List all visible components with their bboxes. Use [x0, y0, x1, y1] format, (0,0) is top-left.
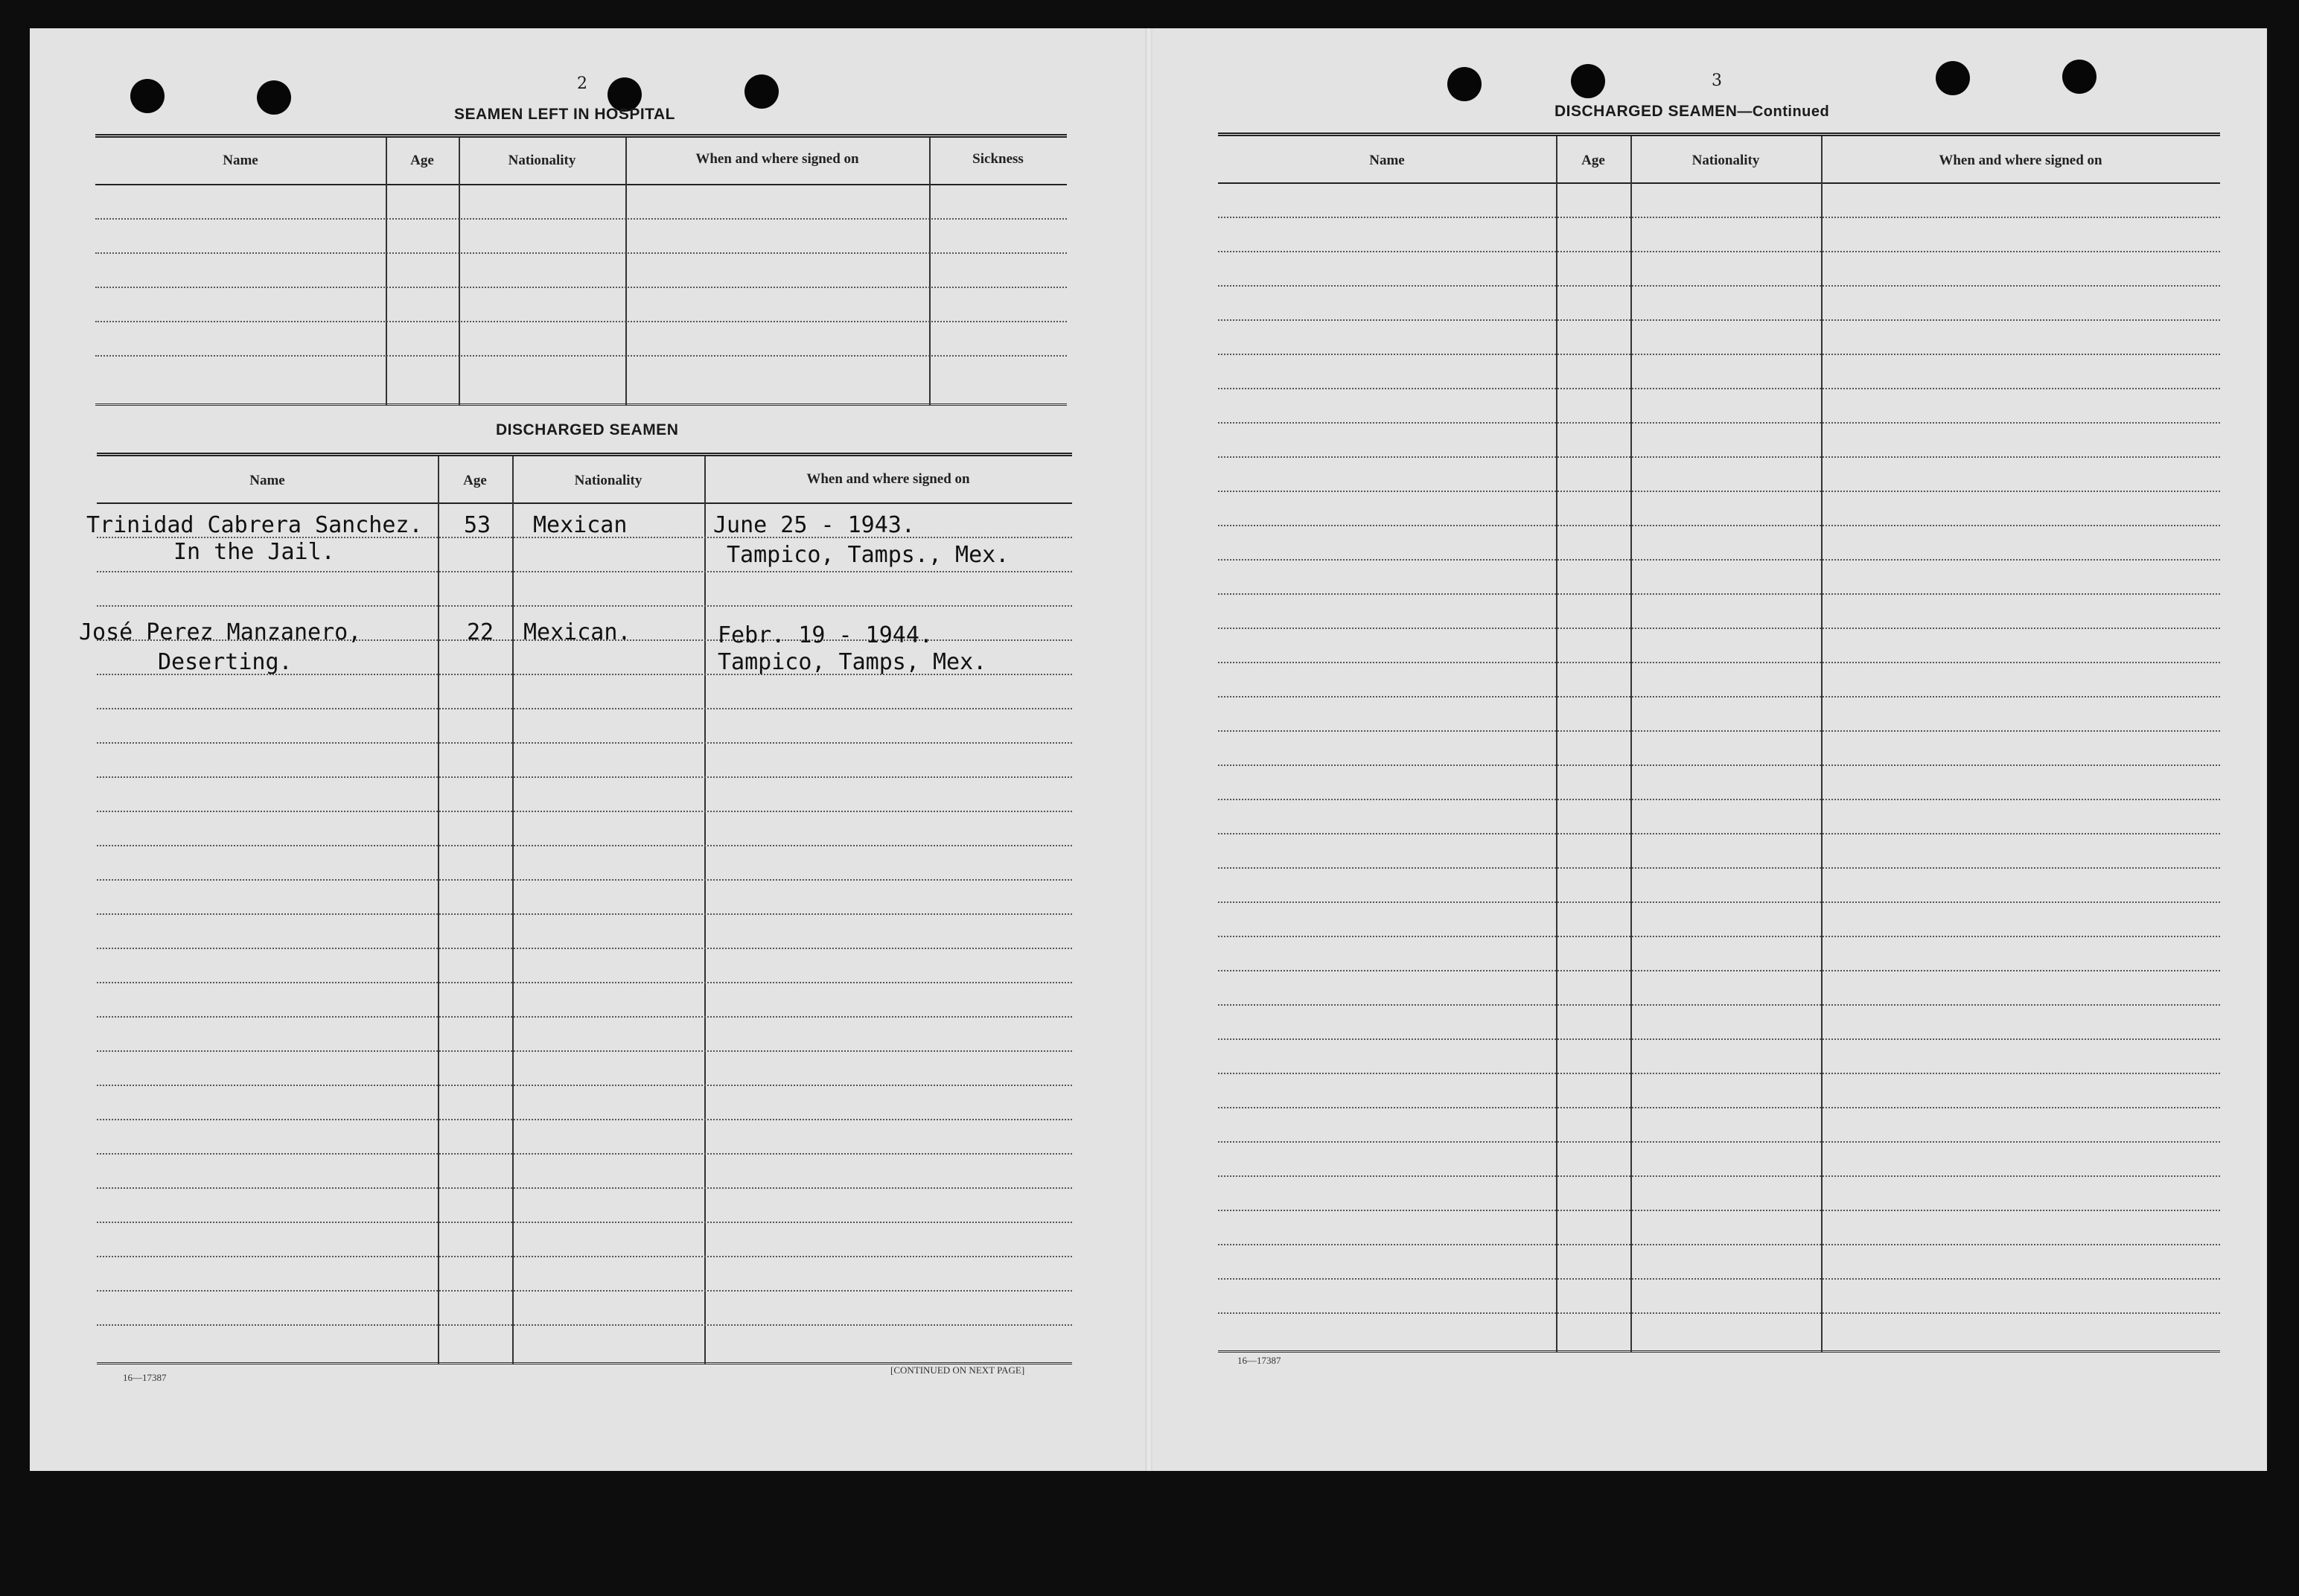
discharged-section-title: DISCHARGED SEAMEN	[496, 421, 679, 438]
entry-line	[1218, 559, 2220, 561]
entry-line	[1218, 217, 2220, 218]
entry-2-age: 22	[467, 619, 494, 645]
entry-line	[97, 571, 1072, 572]
discharged-col-name: Name	[249, 473, 285, 488]
discharged-continued-title-suffix: —Continued	[1737, 103, 1830, 120]
entry-1-nationality: Mexican	[533, 512, 628, 538]
entry-line	[1218, 1004, 2220, 1006]
entry-line	[1218, 696, 2220, 698]
entry-2-remark: Deserting.	[158, 649, 293, 675]
discharged-continued-title-main: DISCHARGED SEAMEN	[1555, 103, 1738, 120]
entry-line	[1218, 593, 2220, 595]
page-number-left: 2	[577, 74, 587, 93]
entry-line	[97, 845, 1072, 846]
entry-2-nationality: Mexican.	[523, 619, 631, 645]
punch-hole	[1447, 67, 1482, 101]
punch-hole	[744, 74, 779, 109]
entry-line	[1218, 525, 2220, 526]
discharged-col-when-where: When and where signed on	[806, 471, 970, 487]
column-divider	[704, 456, 706, 1364]
entry-line	[1218, 799, 2220, 800]
document-sheet	[30, 28, 2267, 1471]
punch-hole	[1571, 64, 1605, 98]
entry-line	[97, 879, 1072, 881]
entry-1-age: 53	[464, 512, 491, 538]
entry-line	[1218, 1038, 2220, 1040]
entry-line	[97, 776, 1072, 778]
entry-line	[97, 1016, 1072, 1018]
entry-line	[1218, 1312, 2220, 1314]
entry-line	[97, 1085, 1072, 1086]
discharged-col-nationality: Nationality	[574, 473, 642, 488]
punch-hole	[257, 80, 291, 115]
punch-hole	[130, 79, 165, 113]
entry-line	[95, 355, 1067, 357]
column-divider	[929, 138, 931, 406]
column-divider	[459, 138, 460, 406]
column-divider	[386, 138, 387, 406]
entry-line	[97, 1222, 1072, 1223]
entry-line	[1218, 1141, 2220, 1143]
entry-line	[1218, 936, 2220, 937]
entry-line	[97, 1050, 1072, 1052]
entry-line	[1218, 354, 2220, 355]
entry-1-name: Trinidad Cabrera Sanchez.	[86, 512, 423, 538]
form-number-left: 16—17387	[123, 1372, 167, 1383]
entry-2-place: Tampico, Tamps, Mex.	[718, 649, 987, 675]
hospital-col-sickness: Sickness	[972, 151, 1024, 167]
entry-1-remark: In the Jail.	[173, 539, 335, 565]
entry-line	[1218, 833, 2220, 834]
entry-line	[97, 1324, 1072, 1326]
entry-line	[97, 1256, 1072, 1257]
entry-line	[97, 948, 1072, 949]
entry-line	[97, 708, 1072, 709]
entry-2-date: Febr. 19 - 1944.	[718, 622, 933, 648]
continued-col-name: Name	[1369, 153, 1405, 168]
entry-line	[1218, 319, 2220, 321]
continued-col-nationality: Nationality	[1691, 153, 1760, 168]
entry-line	[1218, 422, 2220, 424]
entry-1-date: June 25 - 1943.	[713, 512, 915, 538]
entry-line	[97, 982, 1072, 983]
entry-line	[1218, 456, 2220, 458]
entry-line	[1218, 388, 2220, 389]
discharged-continued-title	[1555, 103, 1829, 121]
continued-col-age: Age	[1581, 153, 1605, 168]
entry-line	[1218, 662, 2220, 663]
column-divider	[438, 456, 439, 1364]
entry-2-name: José Perez Manzanero,	[79, 619, 362, 645]
entry-line	[1218, 251, 2220, 252]
entry-line	[1218, 1210, 2220, 1211]
table-bottom-rule	[1218, 1350, 2220, 1353]
entry-line	[97, 742, 1072, 744]
entry-1-place: Tampico, Tamps., Mex.	[727, 542, 1010, 568]
entry-line	[1218, 1107, 2220, 1108]
column-divider	[512, 456, 514, 1364]
entry-line	[1218, 1278, 2220, 1280]
entry-line	[1218, 491, 2220, 492]
hospital-col-age: Age	[410, 153, 434, 168]
entry-line	[97, 811, 1072, 812]
entry-line	[97, 1119, 1072, 1120]
entry-line	[1218, 285, 2220, 287]
entry-line	[95, 252, 1067, 254]
entry-line	[1218, 1175, 2220, 1177]
entry-line	[97, 913, 1072, 915]
entry-line	[1218, 1073, 2220, 1074]
continued-col-when-where: When and where signed on	[1939, 153, 2102, 168]
discharged-table	[97, 453, 1072, 1364]
entry-line	[95, 287, 1067, 288]
entry-line	[1218, 1244, 2220, 1245]
entry-line	[1218, 765, 2220, 766]
discharged-col-age: Age	[463, 473, 487, 488]
entry-line	[97, 1290, 1072, 1292]
entry-line	[1218, 901, 2220, 903]
page-number-right: 3	[1712, 71, 1722, 90]
center-fold	[1145, 28, 1152, 1471]
discharged-continued-table	[1218, 133, 2220, 1353]
entry-line	[1218, 628, 2220, 629]
entry-line	[1218, 730, 2220, 732]
entry-line	[97, 1153, 1072, 1155]
hospital-col-when-where: When and where signed on	[695, 151, 859, 167]
entry-line	[97, 605, 1072, 607]
column-divider	[625, 138, 627, 406]
entry-line	[97, 1187, 1072, 1189]
form-number-right: 16—17387	[1237, 1355, 1281, 1366]
hospital-section-title: SEAMEN LEFT IN HOSPITAL	[454, 106, 675, 123]
hospital-col-nationality: Nationality	[508, 153, 576, 168]
hospital-col-name: Name	[223, 153, 258, 168]
entry-line	[1218, 970, 2220, 971]
entry-line	[1218, 867, 2220, 869]
hospital-table	[95, 134, 1067, 406]
continued-note: [CONTINUED ON NEXT PAGE]	[890, 1364, 1025, 1376]
entry-line	[95, 321, 1067, 322]
punch-hole	[2062, 60, 2096, 94]
punch-hole	[1936, 61, 1970, 95]
entry-line	[95, 218, 1067, 220]
table-bottom-rule	[95, 403, 1067, 406]
